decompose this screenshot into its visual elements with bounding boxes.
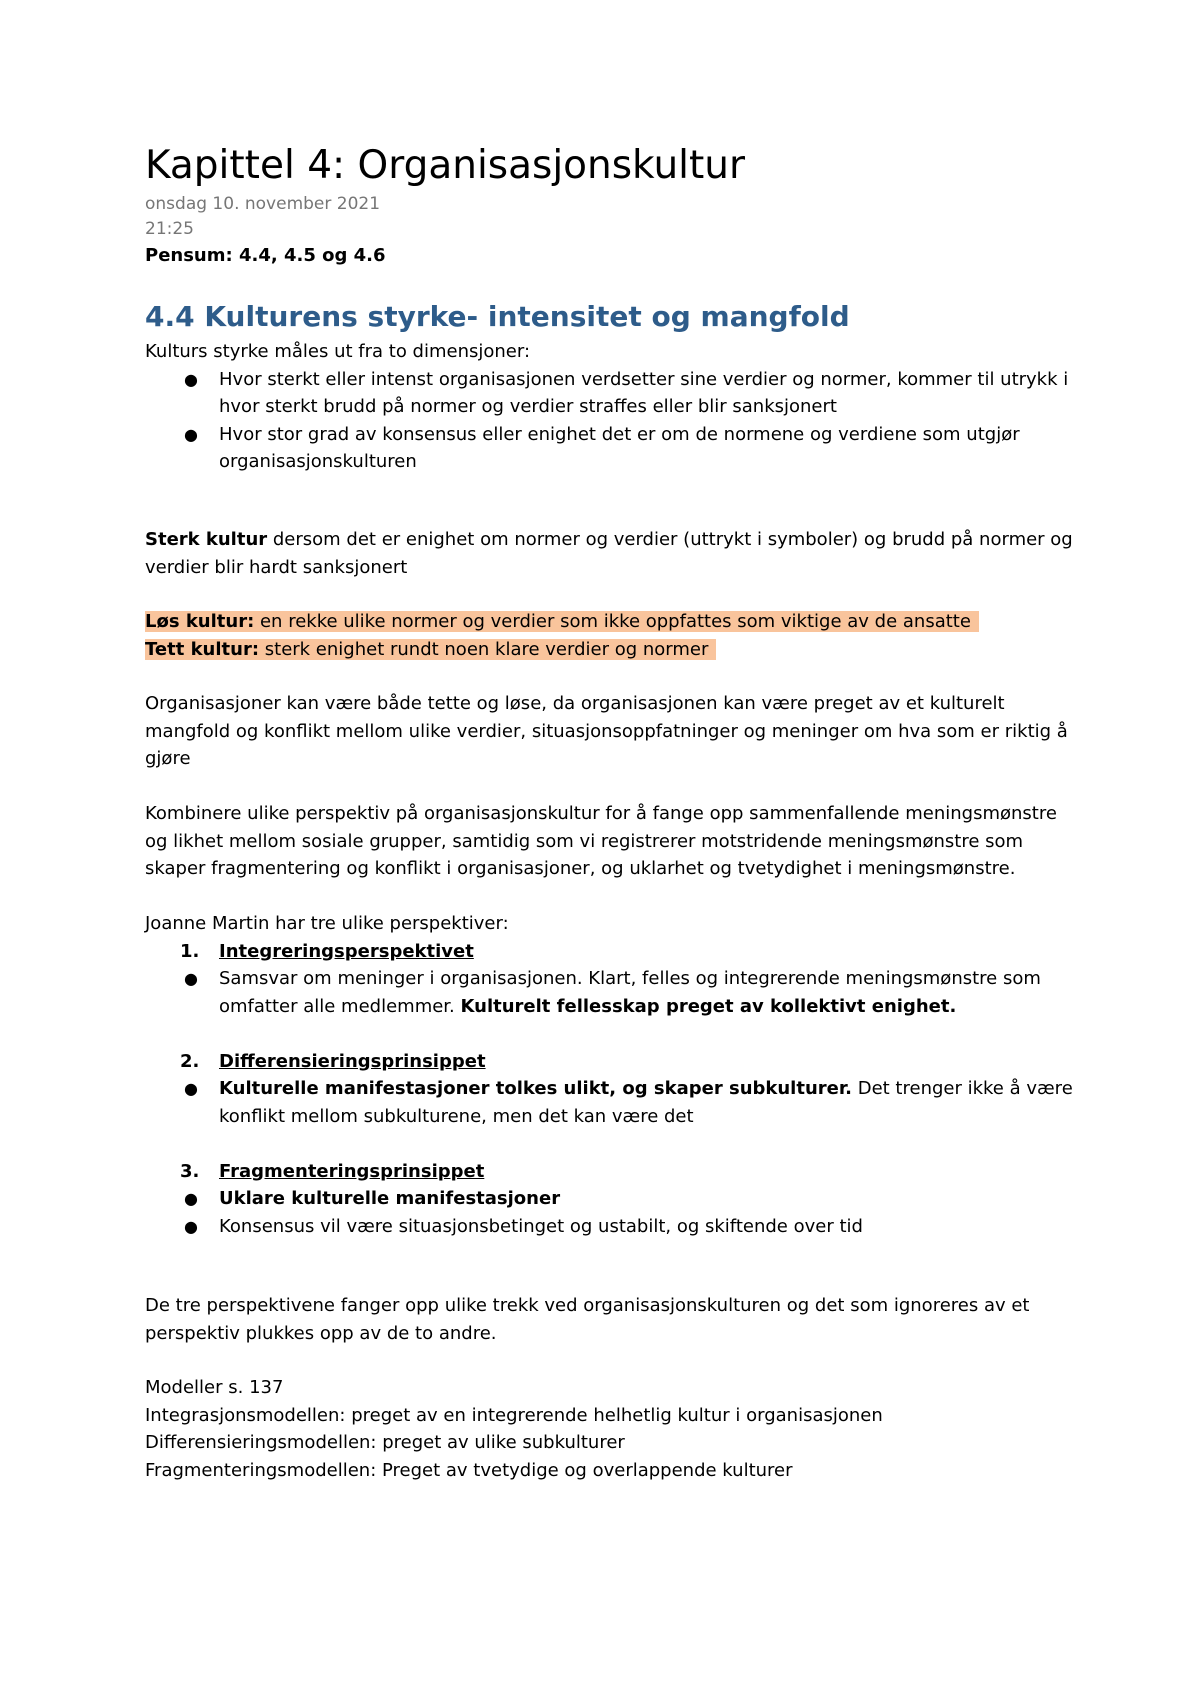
list-item bbox=[145, 1213, 1075, 1241]
los-kultur-highlight bbox=[145, 611, 979, 632]
bullet-icon: ● bbox=[184, 1189, 198, 1208]
list-item-bold-text: Kulturelle manifestasjoner tolkes ulikt, og skaper subkulturer. bbox=[219, 1078, 852, 1099]
perspective-3-title: Fragmenteringsprinsippet bbox=[219, 1160, 485, 1182]
sterk-kultur-label: Sterk kultur bbox=[145, 529, 268, 550]
model-line: Fragmenteringsmodellen: Preget av tvetydige og overlappende kulturer bbox=[145, 1459, 793, 1481]
pensum-line: Pensum: 4.4, 4.5 og 4.6 bbox=[145, 245, 386, 266]
list-item bbox=[145, 965, 1075, 1020]
paragraph-perspektivene bbox=[145, 1292, 1075, 1347]
list-item-text: Hvor stor grad av konsensus eller enighet det er om de normene og verdiene som utgjør organisasjonskulturen bbox=[219, 423, 1020, 472]
list-number: 2. bbox=[180, 1050, 200, 1072]
list-item-bold-text: Kulturelt fellesskap preget av kollektivt enighet. bbox=[460, 995, 957, 1017]
list-item-text: Det trenger ikke å være konflikt mellom subkulturene, men det kan være det bbox=[219, 1078, 1073, 1127]
spacer bbox=[145, 1020, 1075, 1048]
dimensions-list bbox=[145, 366, 1075, 476]
list-item bbox=[145, 1185, 1075, 1213]
paragraph-text: Organisasjoner kan være både tette og løse, da organisasjonen kan være preget av et kulturelt mangfold og konflikt mellom ulike verdier, situasjonsoppfatninger og meninger om hva som er riktig å gjøre bbox=[145, 693, 1068, 769]
list-item-text: Samsvar om meninger i organisasjonen. Klart, felles og integrerende meningsmønstre som omfatter alle medlemmer. bbox=[219, 968, 1041, 1017]
sterk-kultur-paragraph bbox=[145, 526, 1075, 581]
models-heading: Modeller s. 137 bbox=[145, 1377, 284, 1398]
paragraph-kombinere bbox=[145, 800, 1075, 883]
bullet-icon: ● bbox=[184, 1216, 198, 1236]
list-item bbox=[145, 421, 1075, 476]
model-line: Integrasjonsmodellen: preget av en integrerende helhetlig kultur i organisasjonen bbox=[145, 1404, 883, 1426]
bullet-icon: ● bbox=[184, 1079, 198, 1098]
paragraph-mangfold bbox=[145, 690, 1075, 773]
bullet-icon: ● bbox=[184, 424, 198, 444]
list-number: 1. bbox=[180, 940, 200, 962]
paragraph-text: Kombinere ulike perspektiv på organisasjonskultur for å fange opp sammenfallende meningsmønstre og likhet mellom sosiale grupper, samtidig som vi registrerer motstridende meningsmønstre som skaper fragmentering og konflikt i organisasjoner, og uklarhet og tvetydighet i meningsmønstre. bbox=[145, 803, 1057, 879]
perspectives-block bbox=[145, 910, 1075, 1240]
spacer bbox=[145, 1130, 1075, 1158]
page-title: Kapittel 4: Organisasjonskultur bbox=[145, 143, 746, 188]
models-block bbox=[145, 1374, 1075, 1484]
perspective-1-list bbox=[145, 965, 1075, 1020]
perspective-1-title: Integreringsperspektivet bbox=[219, 940, 474, 962]
perspective-2-title: Differensieringsprinsippet bbox=[219, 1050, 486, 1072]
list-item bbox=[145, 1075, 1075, 1130]
los-kultur-label: Løs kultur: bbox=[145, 611, 255, 632]
highlighted-definitions bbox=[145, 608, 1075, 663]
tett-kultur-highlight bbox=[145, 639, 716, 660]
perspective-3-list bbox=[145, 1185, 1075, 1240]
perspective-2-heading bbox=[145, 1048, 1075, 1076]
perspective-3-heading bbox=[145, 1158, 1075, 1186]
intro-text: Kulturs styrke måles ut fra to dimensjoner: bbox=[145, 341, 531, 362]
date-stamp: onsdag 10. november 2021 bbox=[145, 194, 381, 214]
list-item-text: Konsensus vil være situasjonsbetinget og ustabilt, og skiftende over tid bbox=[219, 1215, 863, 1237]
bullet-icon: ● bbox=[184, 969, 198, 988]
model-line: Differensieringsmodellen: preget av ulike subkulturer bbox=[145, 1432, 625, 1453]
bullet-icon: ● bbox=[184, 369, 198, 389]
intro-block bbox=[145, 338, 1075, 476]
tett-kultur-label: Tett kultur: bbox=[145, 638, 260, 660]
sterk-kultur-text: dersom det er enighet om normer og verdier (uttrykt i symboler) og brudd på normer og verdier blir hardt sanksjonert bbox=[145, 529, 1073, 578]
list-number: 3. bbox=[180, 1160, 200, 1182]
list-item-text: Hvor sterkt eller intenst organisasjonen verdsetter sine verdier og normer, kommer til utrykk i hvor sterkt brudd på normer og verdier straffes eller blir sanksjonert bbox=[219, 368, 1069, 417]
martin-intro: Joanne Martin har tre ulike perspektiver: bbox=[145, 913, 509, 934]
list-item bbox=[145, 366, 1075, 421]
perspective-1-heading bbox=[145, 938, 1075, 966]
paragraph-text: De tre perspektivene fanger opp ulike trekk ved organisasjonskulturen og det som ignoreres av et perspektiv plukkes opp av de to andre. bbox=[145, 1295, 1030, 1344]
los-kultur-text: en rekke ulike normer og verdier som ikke oppfattes som viktige av de ansatte bbox=[254, 611, 971, 632]
tett-kultur-text: sterk enighet rundt noen klare verdier og normer bbox=[259, 638, 709, 660]
perspective-2-list bbox=[145, 1075, 1075, 1130]
list-item-bold-text: Uklare kulturelle manifestasjoner bbox=[219, 1188, 561, 1209]
section-heading: 4.4 Kulturens styrke- intensitet og mangfold bbox=[145, 300, 850, 333]
time-stamp: 21:25 bbox=[145, 219, 194, 239]
